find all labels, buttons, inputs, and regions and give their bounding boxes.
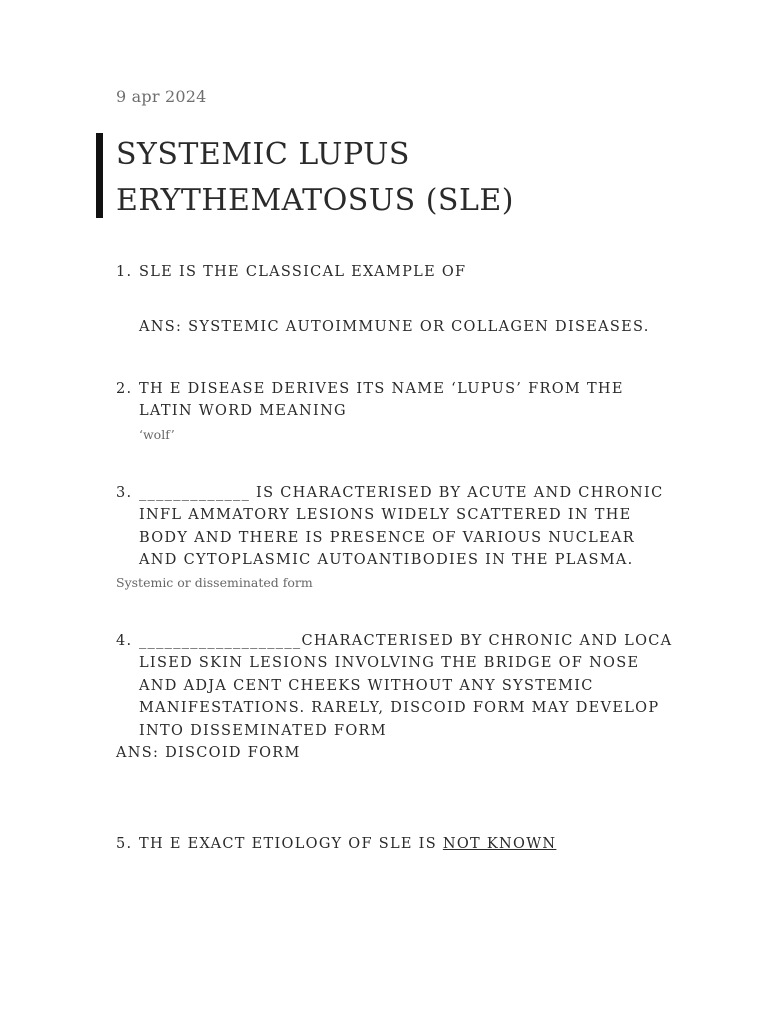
list-item-4 [116, 630, 676, 742]
list-item-question: SLE IS THE CLASSICAL EXAMPLE OF [139, 264, 467, 280]
list-item-3 [116, 482, 676, 572]
page-title-line-1: SYSTEMIC LUPUS [116, 137, 410, 172]
list-item-question: TH E DISEASE DERIVES ITS NAME ‘LUPUS’ FROM THE LATIN WORD MEANING [139, 381, 624, 420]
list-item-5 [116, 833, 676, 855]
page-title [116, 132, 676, 224]
document-date: 9 apr 2024 [116, 87, 207, 106]
list-item-number: 5. [116, 836, 133, 852]
list-item-answer: ANS: DISCOID FORM [116, 745, 301, 761]
list-item-1 [116, 261, 676, 283]
list-item-number: 1. [116, 264, 133, 280]
list-item-answer: ANS: SYSTEMIC AUTOIMMUNE OR COLLAGEN DISEASES. [139, 319, 650, 335]
list-item-answer: ‘wolf’ [139, 427, 175, 442]
list-item-question: ___________________CHARACTERISED BY CHRONIC AND LOCA LISED SKIN LESIONS INVOLVING THE BRIDGE OF NOSE AND ADJA CENT CHEEKS WITHOUT ANY SYSTEMIC MANIFESTATIONS. RARELY, DISCOID FORM MAY DEVELOP INTO DISSEMINATED FORM [139, 633, 673, 739]
list-item-answer: NOT KNOWN [442, 836, 557, 852]
title-accent-bar [96, 133, 103, 218]
page-title-line-2: ERYTHEMATOSUS (SLE) [116, 183, 514, 218]
list-item-question [139, 833, 676, 855]
list-item-question-text: TH E EXACT ETIOLOGY OF SLE IS [139, 836, 443, 852]
list-item-number: 2. [116, 381, 133, 397]
list-item-2 [116, 378, 676, 423]
list-item-number: 4. [116, 633, 133, 649]
list-item-number: 3. [116, 485, 133, 501]
list-item-question: _____________ IS CHARACTERISED BY ACUTE AND CHRONIC INFL AMMATORY LESIONS WIDELY SCATTERED IN THE BODY AND THERE IS PRESENCE OF VARIOUS NUCLEAR AND CYTOPLASMIC AUTOANTIBODIES IN THE PLASMA. [139, 485, 664, 569]
list-item-answer: Systemic or disseminated form [116, 575, 313, 590]
